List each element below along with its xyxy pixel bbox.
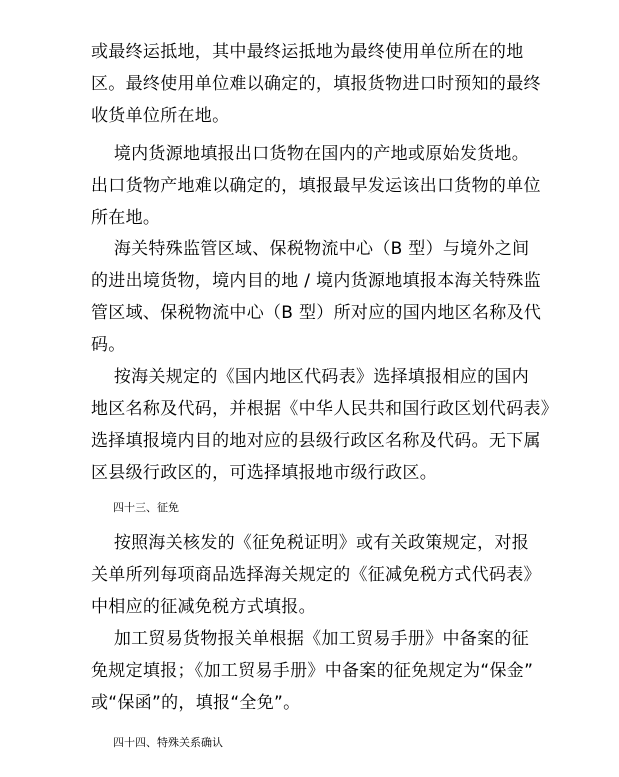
text-line: 出口货物产地难以确定的，填报最早发运该出口货物的单位 [91,176,541,196]
text-line: 加工贸易货物报关单根据《加工贸易手册》中备案的征 [91,629,530,649]
paragraph-tax-exemption [91,527,541,623]
section-heading-43: 四十三、征免 [113,501,179,514]
text-line: 的进出境货物，境内目的地 / 境内货源地填报本海关特殊监 [91,271,541,291]
text-line: 中相应的征减免税方式填报。 [91,597,316,617]
text-line: 码。 [91,335,126,355]
text-line: 区县级行政区的，可选择填报地市级行政区。 [91,463,437,483]
text-line: 免规定填报；《加工贸易手册》中备案的征免规定为“保金” [91,661,534,681]
text-line: 或“保函”的，填报“全免”。 [91,693,301,713]
text-line: 或最终运抵地，其中最终运抵地为最终使用单位所在的地 [91,42,524,62]
paragraph-processing-trade [91,623,541,719]
text-line: 海关特殊监管区域、保税物流中心（B 型）与境外之间 [91,239,530,259]
text-line: 区。最终使用单位难以确定的，填报货物进口时预知的最终 [91,74,541,94]
text-line: 管区域、保税物流中心（B 型）所对应的国内地区名称及代 [91,303,542,323]
paragraph-final-destination [91,36,541,132]
paragraph-special-supervision-zone [91,233,541,361]
text-line: 按照海关核发的《征免税证明》或有关政策规定，对报 [91,533,530,553]
text-line: 按海关规定的《国内地区代码表》选择填报相应的国内 [91,367,530,387]
text-line: 收货单位所在地。 [91,106,230,126]
text-line: 所在地。 [91,208,161,228]
text-line: 关单所列每项商品选择海关规定的《征减免税方式代码表》 [91,565,541,585]
text-line: 地区名称及代码，并根据《中华人民共和国行政区划代码表》 [91,399,559,419]
text-line: 境内货源地填报出口货物在国内的产地或原始发货地。 [91,144,530,164]
paragraph-region-code [91,361,559,489]
section-heading-44: 四十四、特殊关系确认 [113,736,223,749]
paragraph-domestic-source [91,138,541,234]
text-line: 选择填报境内目的地对应的县级行政区名称及代码。无下属 [91,431,541,451]
